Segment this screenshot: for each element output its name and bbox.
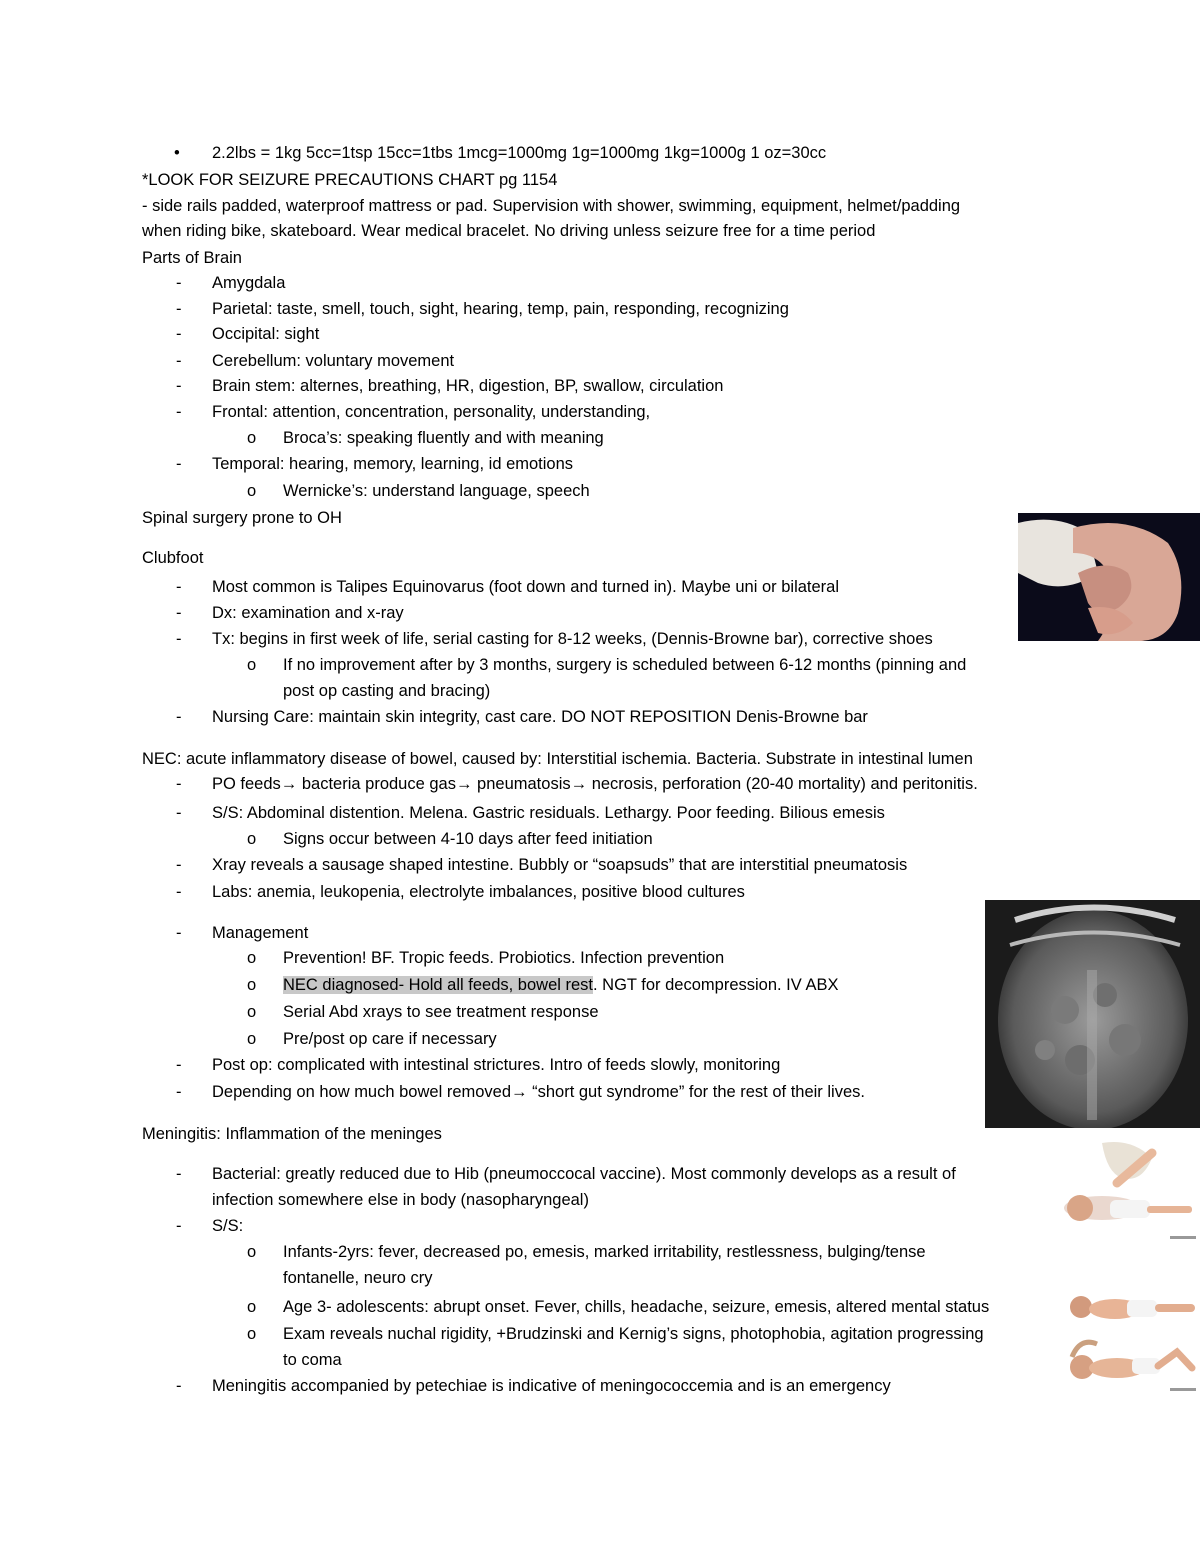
bullet-o: o — [247, 1003, 257, 1021]
kernig-sign-illustration — [1062, 1138, 1200, 1248]
bullet-dash: - — [176, 804, 182, 822]
spinal-note: Spinal surgery prone to OH — [142, 509, 342, 527]
bullet-o: o — [247, 429, 257, 447]
brain-item: Occipital: sight — [212, 325, 320, 343]
bullet-dash: - — [176, 325, 182, 343]
nec-subitem: Signs occur between 4-10 days after feed initiation — [283, 830, 653, 848]
clubfoot-subitem: If no improvement after by 3 months, surgery is scheduled between 6-12 months (pinning and — [283, 656, 967, 674]
brain-item: Parietal: taste, smell, touch, sight, hearing, temp, pain, responding, recognizing — [212, 300, 789, 318]
bullet-dash: - — [176, 630, 182, 648]
bullet-dash: - — [176, 274, 182, 292]
bullet-o: o — [247, 1030, 257, 1048]
nec-item: Depending on how much bowel removed→ “short gut syndrome” for the rest of their lives. — [212, 1083, 865, 1101]
bullet-dash: - — [176, 1083, 182, 1101]
meningitis-subitem: Age 3- adolescents: abrupt onset. Fever, chills, headache, seizure, emesis, altered mental status — [283, 1298, 990, 1316]
brain-item: Cerebellum: voluntary movement — [212, 352, 455, 370]
brain-subitem: Wernicke’s: understand language, speech — [283, 482, 590, 500]
unit-conversions: 2.2lbs = 1kg 5cc=1tsp 15cc=1tbs 1mcg=1000mg 1g=1000mg 1kg=1000g 1 oz=30cc — [212, 144, 827, 162]
meningitis-subitem: Exam reveals nuchal rigidity, +Brudzinski and Kernig’s signs, photophobia, agitation progressing — [283, 1325, 984, 1343]
bullet-dash: - — [176, 403, 182, 421]
nec-subitem-rest: . NGT for decompression. IV ABX — [593, 976, 839, 994]
meningitis-item: S/S: — [212, 1217, 244, 1235]
bullet-dash: - — [176, 300, 182, 318]
bullet-o: o — [247, 656, 257, 674]
brain-heading: Parts of Brain — [142, 249, 242, 267]
meningitis-item: Bacterial: greatly reduced due to Hib (pneumoccocal vaccine). Most commonly develops as a result of — [212, 1165, 956, 1183]
bullet-o: o — [247, 1243, 257, 1261]
infant-lying-illustration — [1065, 1290, 1200, 1330]
meningitis-subitem: Infants-2yrs: fever, decreased po, emesis, marked irritability, restlessness, bulging/tense — [283, 1243, 926, 1261]
clubfoot-item: Tx: begins in first week of life, serial casting for 8-12 weeks, (Dennis-Browne bar), corrective shoes — [212, 630, 933, 648]
nec-subitem: Serial Abd xrays to see treatment response — [283, 1003, 599, 1021]
brain-item: Amygdala — [212, 274, 286, 292]
bullet-dash: - — [176, 455, 182, 473]
clubfoot-heading: Clubfoot — [142, 549, 204, 567]
bullet-dash: - — [176, 708, 182, 726]
nec-item: Management — [212, 924, 309, 942]
bullet-dash: - — [176, 883, 182, 901]
bullet-dash: - — [176, 775, 182, 793]
nec-item: Post op: complicated with intestinal strictures. Intro of feeds slowly, monitoring — [212, 1056, 781, 1074]
bullet-o: o — [247, 830, 257, 848]
nec-item: S/S: Abdominal distention. Melena. Gastric residuals. Lethargy. Poor feeding. Bilious emesis — [212, 804, 885, 822]
bullet-dot: • — [174, 144, 180, 162]
bullet-o: o — [247, 976, 257, 994]
bullet-dash: - — [176, 604, 182, 622]
bullet-dash: - — [176, 1377, 182, 1395]
nec-subitem — [283, 975, 838, 995]
nec-subitem: Pre/post op care if necessary — [283, 1030, 497, 1048]
brain-item: Frontal: attention, concentration, personality, understanding, — [212, 403, 651, 421]
bullet-o: o — [247, 949, 257, 967]
bullet-dash: - — [176, 1056, 182, 1074]
brain-item: Temporal: hearing, memory, learning, id emotions — [212, 455, 574, 473]
bullet-o: o — [247, 1325, 257, 1343]
bullet-dash: - — [176, 1165, 182, 1183]
bullet-dash: - — [176, 352, 182, 370]
nec-subitem: Prevention! BF. Tropic feeds. Probiotics. Infection prevention — [283, 949, 725, 967]
brain-subitem: Broca’s: speaking fluently and with meaning — [283, 429, 604, 447]
bullet-o: o — [247, 1298, 257, 1316]
meningitis-heading: Meningitis: Inflammation of the meninges — [142, 1125, 442, 1143]
seizure-line-2: when riding bike, skateboard. Wear medical bracelet. No driving unless seizure free for a time period — [142, 222, 876, 240]
bullet-dash: - — [176, 1217, 182, 1235]
bullet-o: o — [247, 482, 257, 500]
meningitis-item: Meningitis accompanied by petechiae is indicative of meningococcemia and is an emergency — [212, 1377, 891, 1395]
clubfoot-subitem-cont: post op casting and bracing) — [283, 682, 491, 700]
bullet-dash: - — [176, 856, 182, 874]
nec-item: Xray reveals a sausage shaped intestine. Bubbly or “soapsuds” that are interstitial pneumatosis — [212, 856, 908, 874]
brain-item: Brain stem: alternes, breathing, HR, digestion, BP, swallow, circulation — [212, 377, 724, 395]
bullet-dash: - — [176, 578, 182, 596]
nec-item: PO feeds→ bacteria produce gas→ pneumatosis→ necrosis, perforation (20-40 mortality) and peritonitis. — [212, 775, 978, 793]
brudzinski-sign-illustration — [1062, 1332, 1200, 1394]
meningitis-subitem-cont: fontanelle, neuro cry — [283, 1269, 433, 1287]
clubfoot-item: Nursing Care: maintain skin integrity, cast care. DO NOT REPOSITION Denis-Browne bar — [212, 708, 868, 726]
clubfoot-item: Most common is Talipes Equinovarus (foot down and turned in). Maybe uni or bilateral — [212, 578, 840, 596]
bullet-dash: - — [176, 377, 182, 395]
clubfoot-item: Dx: examination and x-ray — [212, 604, 404, 622]
nec-item: Labs: anemia, leukopenia, electrolyte imbalances, positive blood cultures — [212, 883, 745, 901]
bullet-dash: - — [176, 924, 182, 942]
meningitis-subitem-cont: to coma — [283, 1351, 342, 1369]
clubfoot-photo — [1018, 513, 1200, 641]
meningitis-item-cont: infection somewhere else in body (nasopharyngeal) — [212, 1191, 589, 1209]
abdominal-xray-image — [985, 900, 1200, 1128]
nec-heading: NEC: acute inflammatory disease of bowel, caused by: Interstitial ischemia. Bacteria. Substrate in intestinal lumen — [142, 750, 973, 768]
seizure-heading: *LOOK FOR SEIZURE PRECAUTIONS CHART pg 1154 — [142, 171, 558, 189]
highlighted-text: NEC diagnosed- Hold all feeds, bowel rest — [283, 976, 593, 994]
seizure-line-1: - side rails padded, waterproof mattress or pad. Supervision with shower, swimming, equipment, helmet/padding — [142, 197, 961, 215]
